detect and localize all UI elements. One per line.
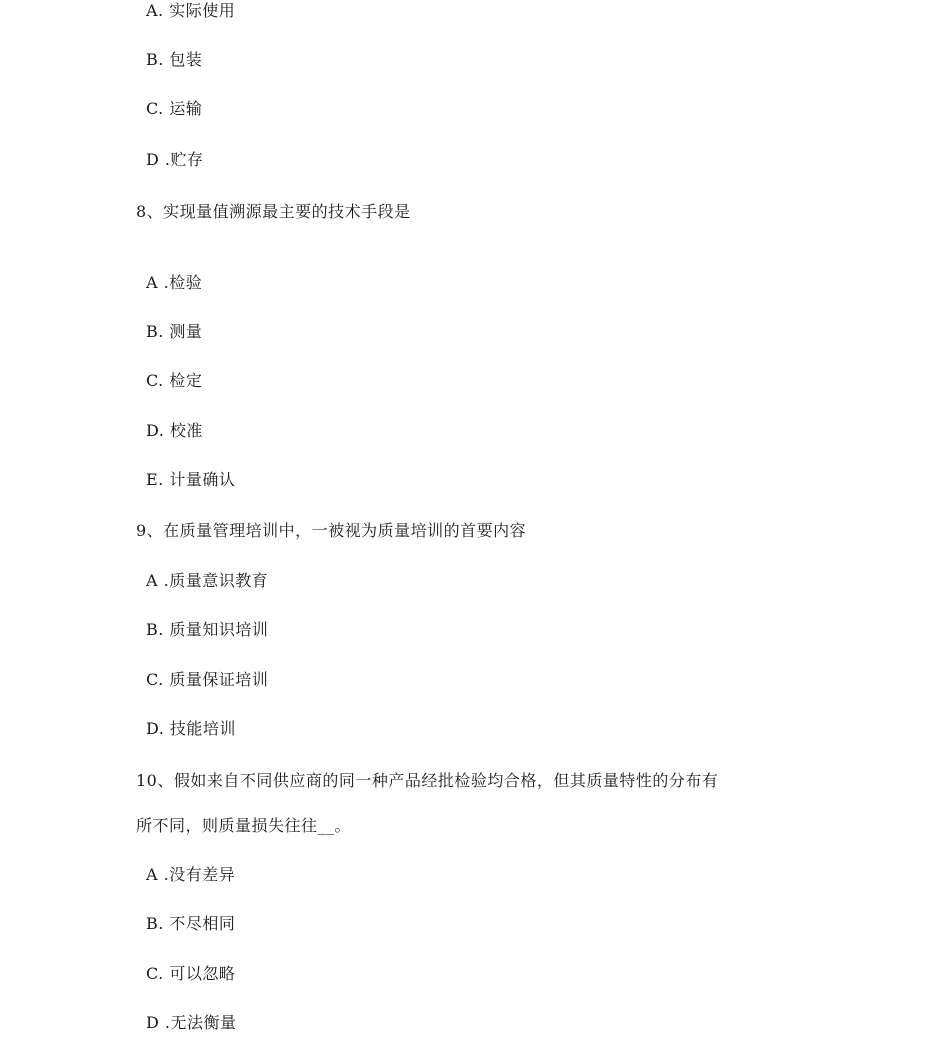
q8-option-c: C. 检定 bbox=[146, 371, 203, 390]
q8-option-b: B. 测量 bbox=[146, 322, 203, 341]
q7-option-d: D .贮存 bbox=[146, 150, 204, 169]
q10-option-b: B. 不尽相同 bbox=[146, 914, 236, 933]
q9-option-b: B. 质量知识培训 bbox=[146, 620, 269, 639]
q7-option-a: A. 实际使用 bbox=[146, 1, 236, 20]
q7-option-b: B. 包装 bbox=[146, 50, 203, 69]
q8-option-a: A .检验 bbox=[146, 273, 203, 292]
q10-stem-line1: 10、假如来自不同供应商的同一种产品经批检验均合格，但其质量特性的分布有 bbox=[136, 771, 719, 790]
q9-option-a: A .质量意识教育 bbox=[146, 571, 269, 590]
q10-stem-line2: 所不同，则质量损失往往__。 bbox=[136, 816, 352, 835]
q8-stem: 8、实现量值溯源最主要的技术手段是 bbox=[136, 202, 411, 221]
q9-stem: 9、在质量管理培训中，一被视为质量培训的首要内容 bbox=[136, 521, 527, 540]
q7-option-c: C. 运输 bbox=[146, 99, 203, 118]
q10-option-a: A .没有差异 bbox=[146, 865, 236, 884]
q9-option-d: D. 技能培训 bbox=[146, 719, 236, 738]
q9-option-c: C. 质量保证培训 bbox=[146, 670, 269, 689]
q10-option-d: D .无法衡量 bbox=[146, 1013, 237, 1032]
q10-option-c: C. 可以忽略 bbox=[146, 964, 236, 983]
q8-option-e: E. 计量确认 bbox=[146, 470, 236, 489]
q8-option-d: D. 校准 bbox=[146, 421, 203, 440]
